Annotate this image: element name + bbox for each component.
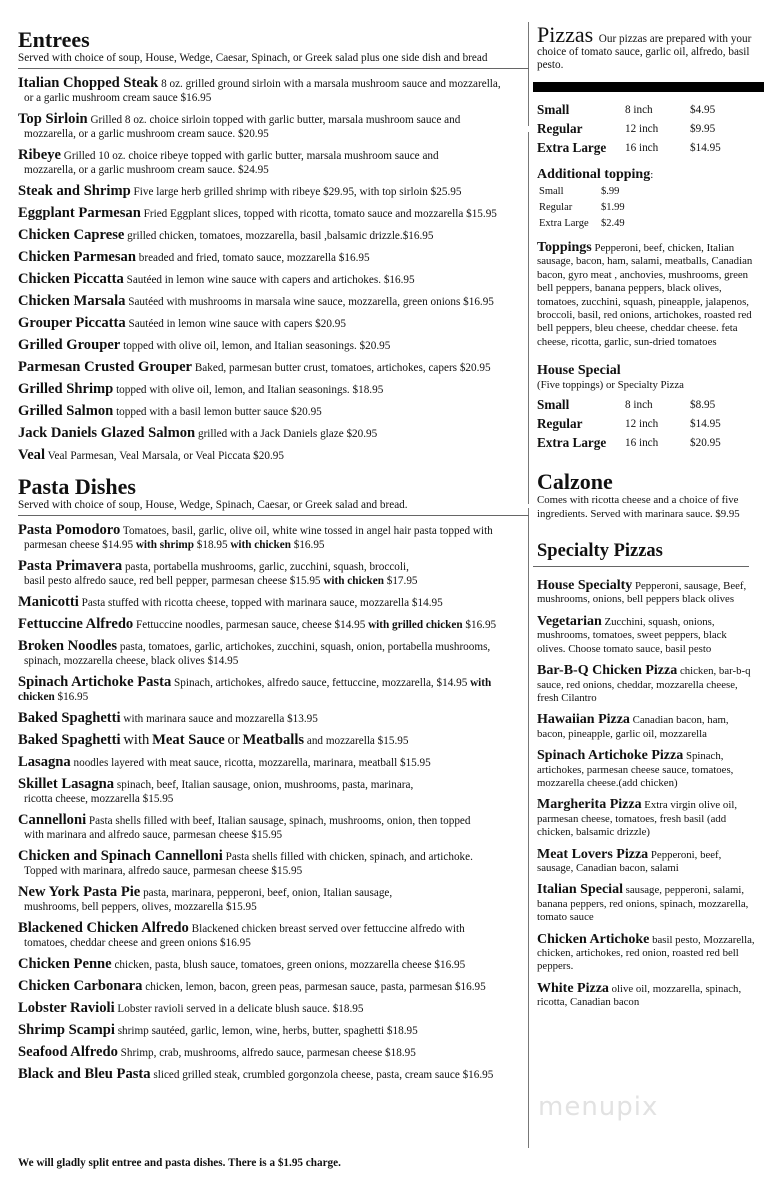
menu-item [18,294,523,309]
option-label: with chicken [230,539,291,551]
item-name: Cannelloni [18,812,87,828]
item-connector: with [123,732,150,748]
pizza-name: Chicken Artichoke [537,931,650,947]
item-name: Chicken Penne [18,956,112,972]
size-price: $9.95 [690,122,716,135]
specialty-pizza-item [537,933,757,974]
item-name: Spinach Artichoke Pasta [18,674,172,690]
item-name: Top Sirloin [18,111,88,127]
item-description-cont: with marinara and alfredo sauce, parmesan cheese $15.95 [24,829,283,841]
menu-item [18,849,523,878]
option-price: $17.95 [386,575,418,587]
item-name: Chicken and Spinach Cannelloni [18,848,223,864]
pizza-name: Vegetarian [537,613,602,629]
calzone-description: Comes with ricotta cheese and a choice of five ingredients. Served with marinara sauce. $9.95 [537,494,740,520]
size-label: Regular [537,415,583,431]
house-special-subtitle: (Five toppings) or Specialty Pizza [537,379,684,392]
pizza-name: White Pizza [537,980,609,996]
option-label: with shrimp [135,539,194,551]
column-divider [528,22,529,126]
size-row [537,119,752,138]
item-description: and mozzarella $15.95 [306,735,409,747]
option-label: with grilled chicken [368,619,463,631]
item-description: 8 oz. grilled ground sirloin with a marsala mushroom sauce and mozzarella, [161,78,501,90]
item-description-cont: parmesan cheese $14.95 [24,539,134,551]
item-description-cont: Topped with marinara, alfredo sauce, parmesan cheese $15.95 [24,865,303,877]
house-special-size-table [537,395,752,452]
menu-item [18,617,523,632]
item-description-cont: mushrooms, bell peppers, olives, mozzarella $15.95 [24,901,257,913]
item-name: Chicken Marsala [18,293,126,309]
size-label: Extra Large [539,217,589,229]
menu-item [18,1001,523,1016]
pizza-description: Spinach, artichokes, parmesan cheese sauce, tomatoes, mozzarella cheese.(add chicken) [537,750,734,789]
specialty-pizza-item [537,848,757,876]
specialty-list [537,579,757,1010]
size-price: $8.95 [690,398,716,411]
item-name: Blackened Chicken Alfredo [18,920,189,936]
item-description: shrimp sautéed, garlic, lemon, wine, herbs, butter, spaghetti $18.95 [117,1025,418,1037]
toppings-title: Toppings [537,240,592,255]
item-name: Lasagna [18,754,71,770]
menu-item [18,885,523,914]
topping-price: $2.49 [601,217,625,229]
pizza-name: Spinach Artichoke Pizza [537,748,684,764]
item-connector: or [227,732,240,748]
option-label: with chicken [18,677,492,703]
additional-topping-row [537,199,625,215]
item-description: Five large herb grilled shrimp with ribeye $29.95, with top sirloin $25.95 [133,186,462,198]
additional-topping-row [537,215,625,231]
pizza-description: Canadian bacon, ham, bacon, pineapple, garlic oil, mozzarella [537,714,729,740]
size-price: $20.95 [690,436,721,449]
toppings-block [537,241,757,349]
item-description: Pasta stuffed with ricotta cheese, topped with marinara sauce, mozzarella $14.95 [81,597,443,609]
size-row [537,395,752,414]
item-name: Seafood Alfredo [18,1044,118,1060]
menu-item [18,711,523,726]
pizza-description: basil pesto, Mozzarella, chicken, artichokes, red onion, roasted red bell peppers. [537,933,755,973]
entrees-subtitle: Served with choice of soup, House, Wedge, Caesar, Spinach, or Greek salad plus one side dish and bread [18,52,529,69]
item-description: topped with olive oil, lemon, and Italian seasonings. $20.95 [123,340,391,352]
item-name: Ribeye [18,147,61,163]
item-description: Blackened chicken breast served over fettuccine alfredo with [191,923,465,935]
size-row [537,138,752,157]
specialty-pizza-item [537,615,757,656]
item-description: spinach, beef, Italian sausage, onion, mushrooms, pasta, marinara, [116,779,414,791]
size-label: Small [537,101,570,117]
item-name: Jack Daniels Glazed Salmon [18,425,196,441]
size-price: $14.95 [690,141,721,154]
option-price: $18.95 [196,539,228,551]
size-row [537,100,752,119]
item-description-cont: basil pesto alfredo sauce, red bell pepper, parmesan cheese $15.95 [24,575,321,587]
menu-item [18,206,523,221]
pizza-name: Bar-B-Q Chicken Pizza [537,663,678,679]
item-description: Tomatoes, basil, garlic, olive oil, white wine tossed in angel hair pasta topped with [122,525,493,537]
menupix-watermark: menupix [538,1092,659,1122]
pizza-description: chicken, bar-b-q sauce, red onions, cheddar, mozzarella cheese, fresh Cilantro [537,665,751,704]
pasta-list [18,523,523,1082]
menu-item [18,382,523,397]
menu-item [18,559,523,588]
item-description: Fried Eggplant slices, topped with ricotta, tomato sauce and mozzarella $15.95 [143,208,497,220]
right-column [537,22,757,1010]
item-name: Broken Noodles [18,638,118,654]
item-description: chicken, lemon, bacon, green peas, parmesan sauce, pasta, parmesan $16.95 [145,981,486,993]
pizza-description: sausage, pepperoni, salami, banana peppers, red onions, spinach, mozzarella, tomato sauce [537,884,749,924]
item-name: Black and Bleu Pasta [18,1066,151,1082]
menu-item [18,448,523,463]
item-description: Pasta shells filled with beef, Italian sausage, spinach, mushrooms, onion, then topped [88,815,471,827]
menu-item [18,272,523,287]
menu-item [18,921,523,950]
menu-item [18,595,523,610]
menu-item [18,360,523,375]
pizza-size-table [537,100,752,157]
pizza-name: House Specialty [537,578,633,594]
menu-item [18,813,523,842]
item-name: Veal [18,447,46,463]
item-name: New York Pasta Pie [18,884,141,900]
item-description: Sautéed in lemon wine sauce with capers $20.95 [128,318,346,330]
pasta-subtitle: Served with choice of soup, House, Wedge, Spinach, Caesar, or Greek salad and bread. [18,499,529,516]
topping-price: $1.99 [601,201,625,213]
item-name: Eggplant Parmesan [18,205,141,221]
item-name: Chicken Caprese [18,227,125,243]
size-label: Extra Large [537,139,607,155]
item-description: grilled chicken, tomatoes, mozzarella, basil ,balsamic drizzle.$16.95 [127,230,434,242]
pizzas-title: Pizzas [537,22,594,47]
specialty-pizza-item [537,982,757,1010]
option-price: $16.95 [465,619,497,631]
menu-item [18,675,523,704]
black-divider-bar [533,82,764,92]
item-name: Pasta Pomodoro [18,522,121,538]
item-name: Meat Sauce [152,732,225,748]
menu-item [18,76,523,105]
item-description-cont: mozzarella, or a garlic mushroom cream sauce. $20.95 [24,128,269,140]
pasta-section [18,475,523,1082]
item-description: Shrimp, crab, mushrooms, alfredo sauce, parmesan cheese $18.95 [120,1047,416,1059]
item-description: Grilled 10 oz. choice ribeye topped with garlic butter, marsala mushroom sauce and [63,150,439,162]
pizza-name: Italian Special [537,882,623,898]
item-name: Grilled Shrimp [18,381,114,397]
item-description: Baked, parmesan butter crust, tomatoes, artichokes, capers $20.95 [194,362,491,374]
item-name: Grilled Salmon [18,403,114,419]
size-label: Regular [537,120,583,136]
specialty-pizzas-section [537,541,757,1010]
menu-item [18,112,523,141]
specialty-pizza-item [537,713,757,741]
item-description: Lobster ravioli served in a delicate blush sauce. $18.95 [117,1003,364,1015]
item-description: pasta, marinara, pepperoni, beef, onion, Italian sausage, [143,887,393,899]
entrees-section [18,28,523,463]
item-description-cont: spinach, mozzarella cheese, black olives $14.95 [24,655,239,667]
menu-item [18,228,523,243]
item-description: Veal Parmesan, Veal Marsala, or Veal Piccata $20.95 [47,450,284,462]
size-label: Extra Large [537,434,607,450]
item-name: Pasta Primavera [18,558,123,574]
item-description-cont: tomatoes, cheddar cheese and green onions $16.95 [24,937,251,949]
item-name: Italian Chopped Steak [18,75,159,91]
size-row [537,414,752,433]
specialty-pizza-item [537,798,757,839]
menu-item [18,1067,523,1082]
size-price: $4.95 [690,103,716,116]
option-label: with chicken [323,575,384,587]
topping-price: $.99 [601,185,620,197]
house-special-title: House Special [537,363,621,379]
item-description: chicken, pasta, blush sauce, tomatoes, green onions, mozzarella cheese $16.95 [114,959,466,971]
item-description: Sautéed with mushrooms in marsala wine sauce, mozzarella, green onions $16.95 [128,296,494,308]
pizza-description: Pepperoni, sausage, Beef, mushrooms, onions, bell peppers black olives [537,580,747,606]
menu-item [18,184,523,199]
menu-item [18,250,523,265]
size-inches: 12 inch [625,122,659,135]
size-label: Small [539,185,564,197]
specialty-pizzas-title: Specialty Pizzas [533,541,749,567]
additional-topping-table [537,183,625,231]
menu-item [18,639,523,668]
menu-item [18,426,523,441]
item-name: Baked Spaghetti [18,710,121,726]
pasta-title: Pasta Dishes [18,474,136,499]
menu-item [18,1023,523,1038]
entree-list [18,76,523,463]
menu-item [18,523,523,552]
size-inches: 8 inch [625,103,653,116]
item-description: Spinach, artichokes, alfredo sauce, fettuccine, mozzarella, $14.95 [174,677,468,689]
left-column [18,28,523,1082]
additional-topping-title: Additional topping: [537,167,654,182]
menu-item [18,777,523,806]
size-inches: 16 inch [625,141,659,154]
item-description: Grilled 8 oz. choice sirloin topped with garlic butter, marsala mushroom sauce and [90,114,461,126]
pizza-description: Extra virgin olive oil, parmesan cheese, tomatoes, fresh basil (add chicken, balsamic drizzle) [537,799,738,839]
menu-item [18,733,523,748]
pizza-name: Meat Lovers Pizza [537,846,649,862]
pizza-name: Margherita Pizza [537,797,642,813]
item-name: Lobster Ravioli [18,1000,115,1016]
item-name: Grouper Piccatta [18,315,126,331]
item-name: Baked Spaghetti [18,732,121,748]
menu-item [18,1045,523,1060]
pizzas-header [537,22,757,72]
calzone-section [537,470,757,521]
pizza-description: Zucchini, squash, onions, mushrooms, tomatoes, sweet peppers, black olives. Choose tomato sauce, basil pesto [537,615,727,655]
menu-item [18,148,523,177]
item-name: Meatballs [242,732,305,748]
item-description: Pasta shells filled with chicken, spinach, and artichoke. [225,851,473,863]
item-name: Chicken Piccatta [18,271,124,287]
item-description-cont: ricotta cheese, mozzarella $15.95 [24,793,174,805]
item-description: breaded and fried, tomato sauce, mozzarella $16.95 [138,252,370,264]
column-divider [528,132,529,504]
menu-item [18,338,523,353]
split-charge-note: We will gladly split entree and pasta dishes. There is a $1.95 charge. [18,1157,341,1169]
pizzas-section [537,22,757,452]
size-label: Regular [539,201,573,213]
item-description: Sautéed in lemon wine sauce with capers and artichokes. $16.95 [126,274,415,286]
specialty-pizza-item [537,749,757,790]
additional-topping-row [537,183,625,199]
item-name: Steak and Shrimp [18,183,131,199]
item-description: with marinara sauce and mozzarella $13.95 [123,713,318,725]
pizza-name: Hawaiian Pizza [537,712,630,728]
item-description: grilled with a Jack Daniels glaze $20.95 [197,428,378,440]
menu-item [18,957,523,972]
item-name: Shrimp Scampi [18,1022,115,1038]
menu-item [18,404,523,419]
item-name: Manicotti [18,594,79,610]
item-name: Fettuccine Alfredo [18,616,134,632]
item-description-cont: mozzarella, or a garlic mushroom cream sauce. $24.95 [24,164,269,176]
item-description: pasta, tomatoes, garlic, artichokes, zucchini, squash, onion, portabella mushrooms, [119,641,491,653]
item-description: noodles layered with meat sauce, ricotta, mozzarella, marinara, meatball $15.95 [73,757,431,769]
toppings-list: Pepperoni, beef, chicken, Italian sausage, bacon, ham, salami, meatballs, Canadian bacon, gyro meat , anchovies, mushrooms, green bell peppers, banana peppers, black olives, tomatoes, zucchini, squash, pineapple, jalapenos, broccoli, basil, red onions, artichokes, roasted red bell peppers, bleu cheese, cheddar cheese. feta cheese, ricotta, garlic, sun-dried tomatoes [537,242,753,348]
item-name: Grilled Grouper [18,337,121,353]
specialty-pizza-item [537,579,757,607]
size-inches: 8 inch [625,398,653,411]
menu-item [18,316,523,331]
column-divider [528,508,529,1148]
specialty-pizza-item [537,883,757,924]
item-description: topped with a basil lemon butter sauce $20.95 [116,406,322,418]
item-description: Fettuccine noodles, parmesan sauce, cheese $14.95 [136,619,366,631]
item-description: sliced grilled steak, crumbled gorgonzola cheese, pasta, cream sauce $16.95 [153,1069,494,1081]
entrees-title: Entrees [18,27,90,52]
item-name: Parmesan Crusted Grouper [18,359,193,375]
item-name: Chicken Parmesan [18,249,136,265]
item-description: topped with olive oil, lemon, and Italian seasonings. $18.95 [116,384,384,396]
option-price: $16.95 [293,539,325,551]
pizzas-description: Our pizzas are prepared with your choice of tomato sauce, garlic oil, alfredo, basil pesto. [537,33,752,71]
item-name: Skillet Lasagna [18,776,115,792]
size-price: $14.95 [690,417,721,430]
pizza-description: olive oil, mozzarella, spinach, ricotta, Canadian bacon [537,982,742,1009]
item-description: pasta, portabella mushrooms, garlic, zucchini, squash, broccoli, [124,561,409,573]
menu-item [18,755,523,770]
pizza-description: Pepperoni, beef, sausage, Canadian bacon, salami [537,848,722,874]
menu-item [18,979,523,994]
item-name: Chicken Carbonara [18,978,143,994]
size-inches: 12 inch [625,417,659,430]
option-price: $16.95 [57,691,89,703]
size-inches: 16 inch [625,436,659,449]
size-label: Small [537,396,570,412]
size-row [537,433,752,452]
specialty-pizza-item [537,664,757,705]
item-description-cont: or a garlic mushroom cream sauce $16.95 [24,92,212,104]
calzone-title: Calzone [537,469,613,495]
